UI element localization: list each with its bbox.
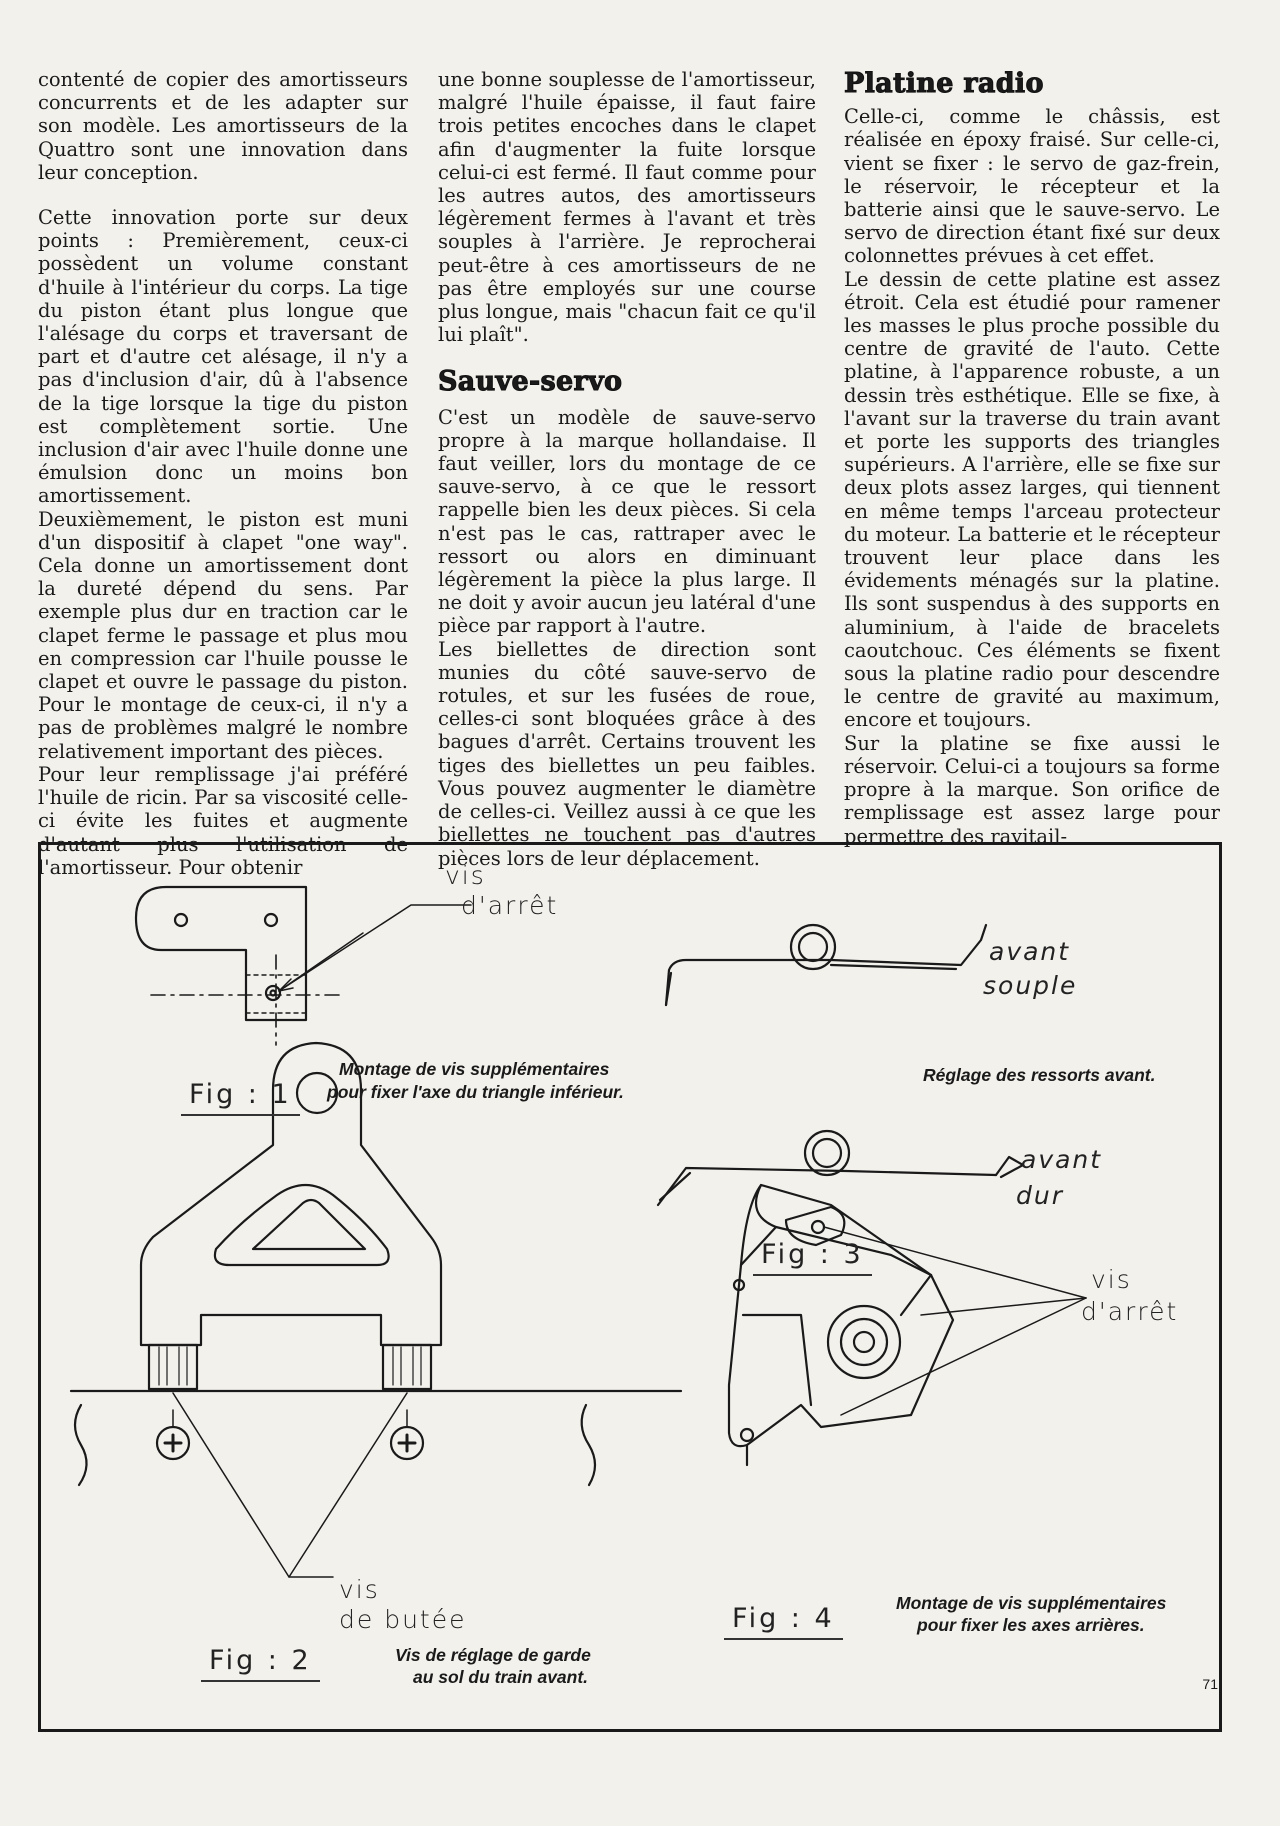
fig3-label: Fig : 3 bbox=[753, 1239, 872, 1276]
fig3-spring2-label-dur: dur bbox=[1016, 1181, 1064, 1210]
fig3-spring1-label-avant: avant bbox=[989, 937, 1071, 966]
paragraph: Deuxièmement, le piston est muni d'un dispositif à clapet "one way". Cela donne un amortissement dont la dureté dépend du sens. Par exemple plus dur en traction car le clapet ferme le passage et plus mou en compression car l'huile pousse le clapet et ouvre le passage du piston. Pour le montage de ceux-ci, il n'y a pas de problèmes malgré le nombre relativement important des pièces. bbox=[38, 507, 408, 763]
paragraph: Pour leur remplissage j'ai préféré l'huile de ricin. Par sa viscosité celle-ci évite les fuites et augmente d'autant plus l'utilisation de l'amortisseur. Pour obtenir bbox=[38, 762, 408, 879]
fig3-caption: Réglage des ressorts avant. bbox=[923, 1065, 1156, 1085]
page-number: 71 bbox=[1202, 1676, 1218, 1692]
article-column-1 bbox=[38, 68, 408, 879]
article-column-3 bbox=[844, 68, 1220, 848]
section-heading-sauve-servo: Sauve-servo bbox=[438, 366, 623, 398]
fig4-label: Fig : 4 bbox=[724, 1603, 843, 1640]
fig1-bracket-drawing bbox=[136, 887, 471, 1045]
fig2-triangle-drawing bbox=[71, 1043, 681, 1577]
paragraph: Celle-ci, comme le châssis, est réalisée en époxy fraisé. Sur celle-ci, vient se fixer : le servo de gaz-frein, le réservoir, le récepteur et la batterie ainsi que le sauve-servo. Le servo de direction étant fixé sur deux colonnettes prévues à cet effet. bbox=[844, 105, 1220, 268]
fig1-caption-line2: pour fixer l'axe du triangle inférieur. bbox=[327, 1082, 624, 1102]
fig1-caption-line1: Montage de vis supplémentaires bbox=[339, 1059, 610, 1079]
fig2-annotation-debutee: de butée bbox=[339, 1605, 467, 1634]
fig4-annotation-darret: d'arrêt bbox=[1081, 1297, 1179, 1326]
article-column-2 bbox=[438, 68, 816, 870]
fig2-annotation-vis: vis bbox=[339, 1575, 380, 1604]
paragraph: Le dessin de cette platine est assez étroit. Cela est étudié pour ramener les masses le plus proche possible du centre de gravité de l'auto. Cette platine, à l'apparence robuste, a un dessin très esthétique. Elle se fixe, à l'avant sur la traverse du train avant et porte les supports des triangles supérieurs. A l'arrière, elle se fixe sur deux plots assez larges, qui tiennent en même temps l'arceau protecteur du moteur. La batterie et le récepteur trouvent leur place dans les évidements ménagés sur la platine. Ils sont suspendus à des supports en aluminium, à l'aide de bracelets caoutchouc. Ces éléments se fixent sous la platine radio pour descendre le centre de gravité au maximum, encore et toujours. bbox=[844, 267, 1220, 732]
fig4-axle-block-drawing bbox=[729, 1185, 1086, 1465]
paragraph: contenté de copier des amortisseurs concurrents et de les adapter sur son modèle. Les amortisseurs de la Quattro sont une innovation dans leur conception. bbox=[38, 68, 408, 184]
section-heading-platine-radio: Platine radio bbox=[844, 68, 1044, 99]
fig1-annotation-vis: vis bbox=[445, 861, 486, 890]
fig2-label: Fig : 2 bbox=[201, 1645, 320, 1682]
fig1-label: Fig : 1 bbox=[181, 1079, 300, 1116]
fig4-annotation-vis: vis bbox=[1091, 1265, 1132, 1294]
fig3-spring1-label-souple: souple bbox=[983, 971, 1078, 1000]
paragraph: une bonne souplesse de l'amortisseur, malgré l'huile épaisse, il faut faire trois petites encoches dans le clapet afin d'augmenter la fuite lorsque celui-ci est fermé. Il faut comme pour les autres autos, des amortisseurs légèrement fermes à l'avant et très souples à l'arrière. Je reprocherai peut-être à ces amortisseurs de ne pas être employés sur une course plus longue, mais "chacun fait ce qu'il lui plaît". bbox=[438, 68, 816, 347]
paragraph: C'est un modèle de sauve-servo propre à la marque hollandaise. Il faut veiller, lors du montage de ce sauve-servo, à ce que le ressort rappelle bien les deux pièces. Si cela n'est pas le cas, rattraper avec le ressort ou alors en diminuant légèrement la pièce la plus large. Il ne doit y avoir aucun jeu latéral d'une pièce par rapport à l'autre. bbox=[438, 405, 816, 638]
paragraph: Sur la platine se fixe aussi le réservoir. Celui-ci a toujours sa forme propre à la marque. Son orifice de remplissage est assez large pour permettre des ravitail- bbox=[844, 731, 1220, 848]
fig3-spring2-label-avant: avant bbox=[1021, 1145, 1103, 1174]
paragraph: Cette innovation porte sur deux points : Premièrement, ceux-ci possèdent un volume constant d'huile à l'intérieur du corps. La tige du piston étant plus longue que l'alésage du corps et traversant de part et d'autre cet alésage, il n'y a pas d'inclusion d'air, dû à l'absence de la tige lorsque la tige du piston est complètement sortie. Une inclusion d'air avec l'huile donne une émulsion donc un moins bon amortissement. bbox=[38, 206, 408, 508]
fig1-annotation-darret: d'arrêt bbox=[461, 891, 559, 920]
figure-panel bbox=[38, 842, 1222, 1732]
fig4-caption-line1: Montage de vis supplémentaires bbox=[896, 1593, 1167, 1613]
fig2-caption-line1: Vis de réglage de garde bbox=[395, 1645, 591, 1665]
fig2-caption-line2: au sol du train avant. bbox=[413, 1667, 589, 1687]
paragraph: Les biellettes de direction sont munies du côté sauve-servo de rotules, et sur les fusées de roue, celles-ci sont bloquées grâce à des bagues d'arrêt. Certains trouvent les tiges des biellettes un peu faibles. Vous pouvez augmenter le diamètre de celles-ci. Veillez aussi à ce que les biellettes ne touchent pas d'autres pièces lors de leur déplacement. bbox=[438, 637, 816, 870]
fig4-caption-line2: pour fixer les axes arrières. bbox=[917, 1615, 1145, 1635]
